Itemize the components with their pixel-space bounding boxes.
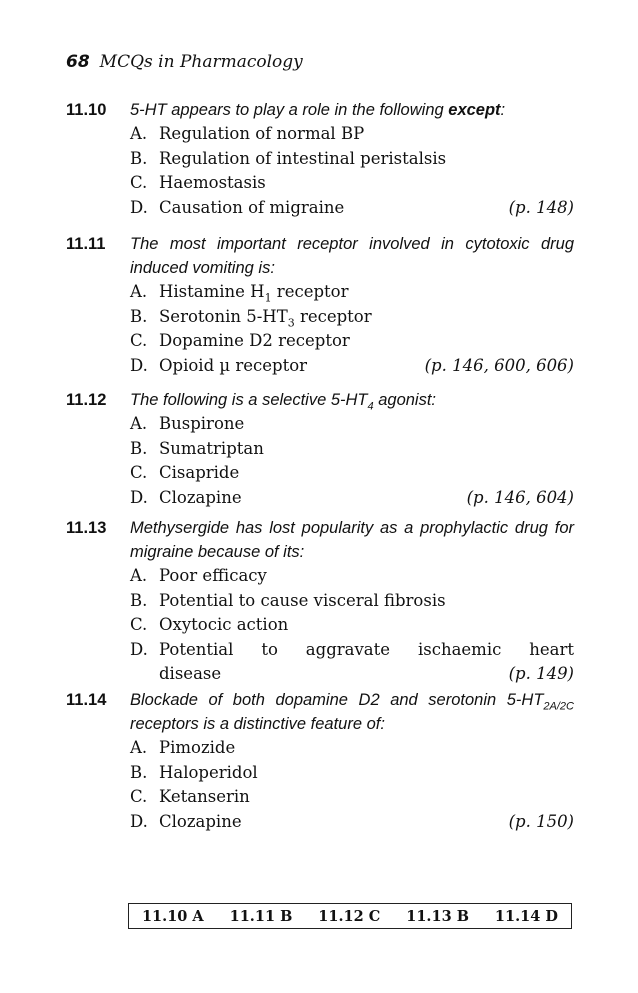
question-stem: The most important receptor involved in cytotoxic drug induced vomiting is: xyxy=(130,235,574,277)
question-11-12 xyxy=(66,388,574,510)
option-d: D. Clozapine (p. 150) xyxy=(130,810,574,835)
option-a: A. Buspirone xyxy=(130,414,245,433)
question-stem: 5-HT appears to play a role in the following except: xyxy=(130,101,506,119)
question-number: 11.11 xyxy=(66,235,106,253)
page-reference: (p. 146, 604) xyxy=(466,487,574,507)
option-d: D. Potential to aggravate ischaemic heart xyxy=(130,639,574,659)
question-stem: Blockade of both dopamine D2 and serotonin $5-HT_{2A/2C}$ receptors is a distinctive feature of: xyxy=(130,691,574,733)
option-c: C. Oxytocic action xyxy=(130,615,289,634)
question-number: 11.14 xyxy=(66,691,107,709)
page-reference: (p. 148) xyxy=(508,197,574,217)
book-title: MCQs in Pharmacology xyxy=(99,52,303,72)
page-reference: (p. 150) xyxy=(508,811,574,831)
question-11-10 xyxy=(66,98,574,220)
option-a: A. Histamine $H_1$ receptor xyxy=(130,282,349,305)
answer-key-item: 11.10 A xyxy=(141,907,204,925)
question-number: 11.10 xyxy=(66,101,107,119)
page-reference: (p. 146, 600, 606) xyxy=(424,355,574,375)
option-d: D. Opioid µ receptor (p. 146, 600, 606) xyxy=(130,354,574,379)
option-b: B. Regulation of intestinal peristalsis xyxy=(130,148,447,168)
answer-key-item: 11.11 B xyxy=(229,907,293,925)
question-11-14 xyxy=(66,688,574,834)
option-c: C. Dopamine D2 receptor xyxy=(130,331,350,350)
option-b: B. Potential to cause visceral fibrosis xyxy=(130,590,446,610)
answer-key-box xyxy=(128,903,572,929)
emphasis-word: except xyxy=(448,101,501,119)
option-b: B. Sumatriptan xyxy=(130,438,264,458)
option-b: B. Haloperidol xyxy=(130,762,258,782)
answer-key-item: 11.13 B xyxy=(406,907,469,925)
option-b: B. Serotonin $5-HT_3$ receptor xyxy=(130,306,372,329)
question-number: 11.13 xyxy=(66,519,107,537)
option-d: D. Causation of migraine (p. 148) xyxy=(130,196,574,221)
answer-key-item: 11.12 C xyxy=(318,907,381,925)
page-number: 68 xyxy=(66,52,90,72)
option-d: D. Clozapine (p. 146, 604) xyxy=(130,486,574,511)
option-c: C. Ketanserin xyxy=(130,787,250,806)
option-a: A. Pimozide xyxy=(130,738,236,757)
page-reference: (p. 149) xyxy=(508,664,574,683)
answer-key-item: 11.14 D xyxy=(494,907,558,925)
page-header xyxy=(66,52,303,72)
question-stem: The following is a selective $5-HT_4$ agonist: xyxy=(130,391,437,413)
question-11-13 xyxy=(66,516,574,687)
option-a: A. Poor efficacy xyxy=(130,566,267,585)
option-c: C. Haemostasis xyxy=(130,173,266,192)
option-a: A. Regulation of normal BP xyxy=(130,124,365,143)
question-stem: Methysergide has lost popularity as a prophylactic drug for migraine because of its: xyxy=(130,519,574,561)
option-c: C. Cisapride xyxy=(130,463,240,482)
question-11-11 xyxy=(66,232,574,378)
option-d-continuation: disease (p. 149) xyxy=(159,662,574,687)
question-number: 11.12 xyxy=(66,391,107,409)
